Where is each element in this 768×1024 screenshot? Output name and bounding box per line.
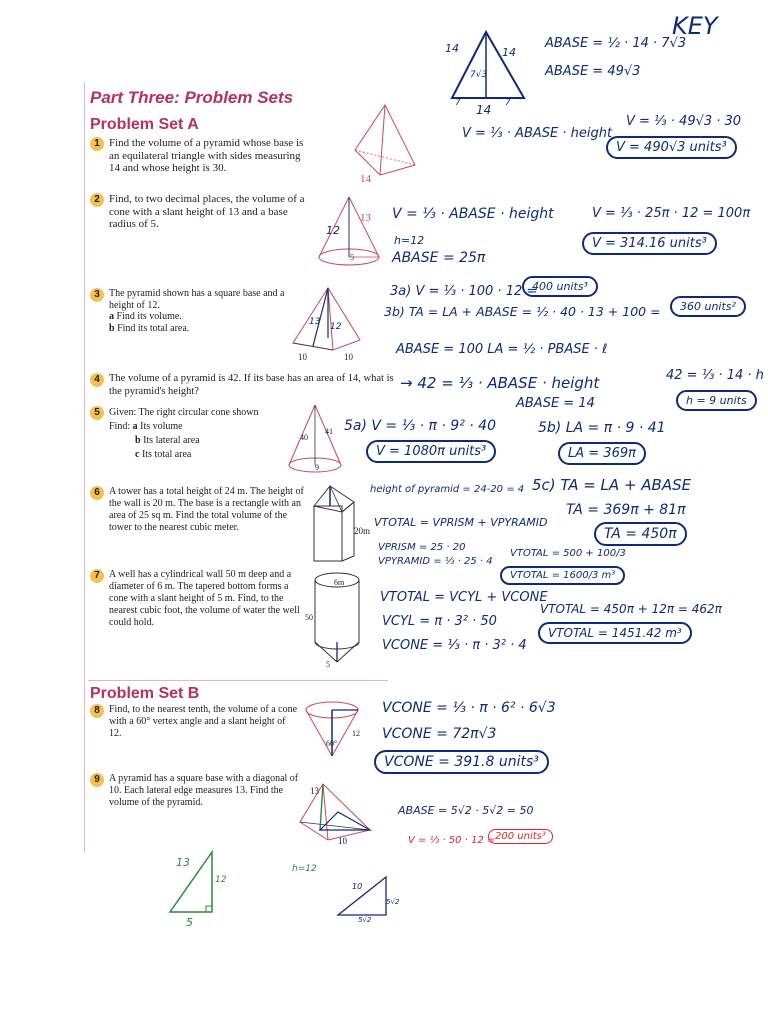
fig2-slant-label: 13 [360, 212, 371, 224]
problem-text: Given: The right circular cone shown [109, 407, 259, 418]
tri-left-label: 14 [445, 42, 459, 55]
tri-height-label: 7√3 [470, 70, 488, 80]
green-height-note: h=12 [292, 864, 317, 874]
problem-text: A well has a cylindrical wall 50 m deep and a diameter of 6 m. The tapered bottom forms a cone with a slant height of 5 m. Find, to the nearest cubic foot, the volume of water the well could hold. [109, 569, 300, 628]
green-base-label: 5 [186, 916, 193, 929]
p5c-step: TA = 369π + 81π [566, 502, 686, 518]
problem-4 [90, 373, 400, 398]
margin-rule [84, 82, 87, 852]
answer-key-label: KEY [672, 12, 718, 40]
p3a-work: 3a) V = ⅓ · 100 · 12 = [390, 284, 538, 299]
problem-number: 1 [90, 137, 104, 151]
fig8-angle-label: 60° [326, 739, 338, 748]
fig2-height-label: 12 [326, 224, 340, 237]
part-b-text: Its lateral area [143, 435, 200, 446]
problem-1 [90, 137, 320, 175]
p5b-answer: LA = 369π [558, 442, 646, 465]
part-c-text: Its total area [141, 449, 192, 460]
tower-figure-6 [312, 484, 357, 569]
fig1-base-label: 14 [360, 173, 371, 185]
fig5-slant-label: 41 [325, 427, 333, 436]
problem-7 [90, 569, 310, 629]
p3b-answer: 360 units² [670, 296, 746, 317]
part-title: Part Three: Problem Sets [90, 88, 294, 107]
find-label: Find: [109, 421, 131, 432]
tri-right-label: 14 [502, 46, 516, 59]
problem-number: 3 [90, 288, 104, 302]
abase-2: ABASE = 49√3 [545, 64, 641, 79]
p8-answer: VCONE = 391.8 units³ [374, 750, 549, 774]
p3b-work: 3b) TA = LA + ABASE = ½ · 40 · 13 + 100 = [384, 304, 661, 319]
p4-work: → 42 = ⅓ · ABASE · height [400, 374, 600, 392]
p8-step-2: VCONE = 72π√3 [382, 726, 497, 742]
problem-2 [90, 193, 320, 231]
p3-lateral-work: ABASE = 100 LA = ½ · PBASE · ℓ [396, 342, 608, 357]
p4-answer: h = 9 units [676, 390, 757, 411]
fig7-depth-label: 50 [305, 613, 313, 622]
problem-number: 7 [90, 569, 104, 583]
p2-calc: V = ⅓ · 25π · 12 = 100π [592, 206, 751, 221]
problem-set-b-title: Problem Set B [90, 685, 200, 702]
green-hyp-label: 13 [176, 856, 190, 869]
tri-base-right: 7 [505, 98, 511, 108]
section-divider [88, 680, 388, 681]
p6-step-4: VPYRAMID = ⅓ · 25 · 4 [378, 556, 493, 567]
fig5-height-label: 40 [300, 433, 308, 442]
part-b-text: Find its total area. [117, 322, 190, 334]
fig5-radius-label: 9 [315, 463, 319, 472]
fig7-diameter-label: 6m [334, 578, 345, 587]
tri-base-left: 7 [455, 98, 461, 108]
p7-step-3: VCONE = ⅓ · π · 3² · 4 [382, 638, 527, 653]
p5c-answer: TA = 450π [594, 522, 687, 546]
p6-step-3: VPRISM = 25 · 20 [378, 542, 466, 553]
fig9-diagonal-label: 10 [338, 836, 347, 846]
p7-step-4: VTOTAL = 450π + 12π = 462π [540, 602, 722, 616]
p8-step-1: VCONE = ⅓ · π · 6² · 6√3 [382, 700, 556, 716]
green-leg-label: 12 [215, 875, 227, 885]
problem-number: 4 [90, 373, 104, 387]
p2-formula: V = ⅓ · ABASE · height [392, 206, 554, 222]
fig8-slant-label: 12 [352, 729, 360, 738]
p5a-answer: V = 1080π units³ [366, 440, 496, 463]
p7-step-2: VCYL = π · 3² · 50 [382, 614, 497, 629]
p6-step-5: VTOTAL = 500 + 100/3 [510, 548, 626, 559]
p9-step-1: ABASE = 5√2 · 5√2 = 50 [398, 804, 534, 817]
blue-diag-label: 10 [352, 882, 363, 891]
problem-8 [90, 704, 300, 740]
p9-step-2: V = ⅓ · 50 · 12 = [408, 835, 496, 846]
p6-answer: VTOTAL = 1600/3 m³ [500, 566, 625, 585]
problem-3: 3 The pyramid shown has a square base and a height of 12. a Find its volume. b Find its total area. [90, 288, 300, 334]
p5c-work: 5c) TA = LA + ABASE [532, 476, 692, 494]
blue-side-label-b: 5√2 [358, 916, 372, 924]
fig3-base-label-2: 10 [344, 352, 353, 362]
p2-abase: ABASE = 25π [392, 250, 486, 266]
problem-text: Find the volume of a pyramid whose base is an equilateral triangle with sides measuring 14 and whose height is 30. [109, 137, 304, 174]
part-a-text: Its volume [140, 421, 183, 432]
problem-set-a-title: Problem Set A [90, 116, 199, 133]
problem-text: A pyramid has a square base with a diagonal of 10. Each lateral edge measures 13. Find the volume of the pyramid. [109, 773, 299, 808]
problem-number: 6 [90, 486, 104, 500]
fig3-base-label-1: 10 [298, 352, 307, 362]
blue-side-label-a: 5√2 [386, 898, 400, 906]
p7-answer: VTOTAL = 1451.42 m³ [538, 622, 692, 644]
p3a-answer: 400 units³ [522, 276, 598, 297]
p9-answer: 200 units³ [488, 829, 553, 844]
p1-calc: V = ⅓ · 49√3 · 30 [626, 114, 742, 129]
p2-answer: V = 314.16 units³ [582, 232, 717, 255]
fig6-wall-label: 20m [354, 526, 371, 536]
fig3-edge-label: 13 [309, 317, 321, 327]
problem-text: Find, to two decimal places, the volume of a cone with a slant height of 13 and a base radius of 5. [109, 193, 305, 230]
problem-text: Find, to the nearest tenth, the volume of a cone with a 60° vertex angle and a slant height of 12. [109, 704, 298, 739]
fig2-radius-label: 5 [350, 253, 354, 262]
problem-text: The volume of a pyramid is 42. If its base has an area of 14, what is the pyramid's height? [109, 373, 394, 397]
abase-1: ABASE = ½ · 14 · 7√3 [545, 36, 687, 51]
problem-number: 8 [90, 704, 104, 718]
problem-text: The pyramid shown has a square base and a height of 12. [109, 288, 285, 311]
p6-step-2: VTOTAL = VPRISM + VPYRAMID [374, 516, 548, 529]
p1-answer: V = 490√3 units³ [606, 136, 737, 159]
p2-height: h=12 [394, 234, 425, 247]
problem-number: 2 [90, 193, 104, 207]
tri-base-mid: 14 [476, 103, 492, 117]
problem-9 [90, 773, 300, 809]
fig7-slant-label: 5 [326, 660, 330, 669]
handdrawn-triangle [448, 30, 528, 105]
p6-step-1: height of pyramid = 24-20 = 4 [370, 484, 525, 495]
problem-6 [90, 486, 310, 534]
p1-formula: V = ⅓ · ABASE · height [462, 126, 613, 141]
problem-5: 5 Given: The right circular cone shown Find: a Its volume b Its lateral area c Its total area [90, 406, 300, 462]
p5a-work: 5a) V = ⅓ · π · 9² · 40 [344, 418, 496, 434]
p4-abase: ABASE = 14 [516, 396, 595, 411]
fig3-height-label: 12 [330, 322, 342, 332]
fig9-edge-label: 13 [310, 786, 319, 796]
problem-number: 5 [90, 406, 104, 420]
part-a-text: Find its volume. [116, 311, 182, 322]
p5b-work: 5b) LA = π · 9 · 41 [538, 420, 666, 436]
problem-number: 9 [90, 773, 104, 787]
problem-text: A tower has a total height of 24 m. The height of the wall is 20 m. The base is a rectangle with an area of 25 sq m. Find the total volume of the tower to the nearest cubic meter. [109, 486, 304, 533]
pyramid-figure-3 [288, 288, 368, 358]
p7-step-1: VTOTAL = VCYL + VCONE [380, 590, 548, 605]
p4-side-work: 42 = ⅓ · 14 · h [666, 368, 764, 383]
